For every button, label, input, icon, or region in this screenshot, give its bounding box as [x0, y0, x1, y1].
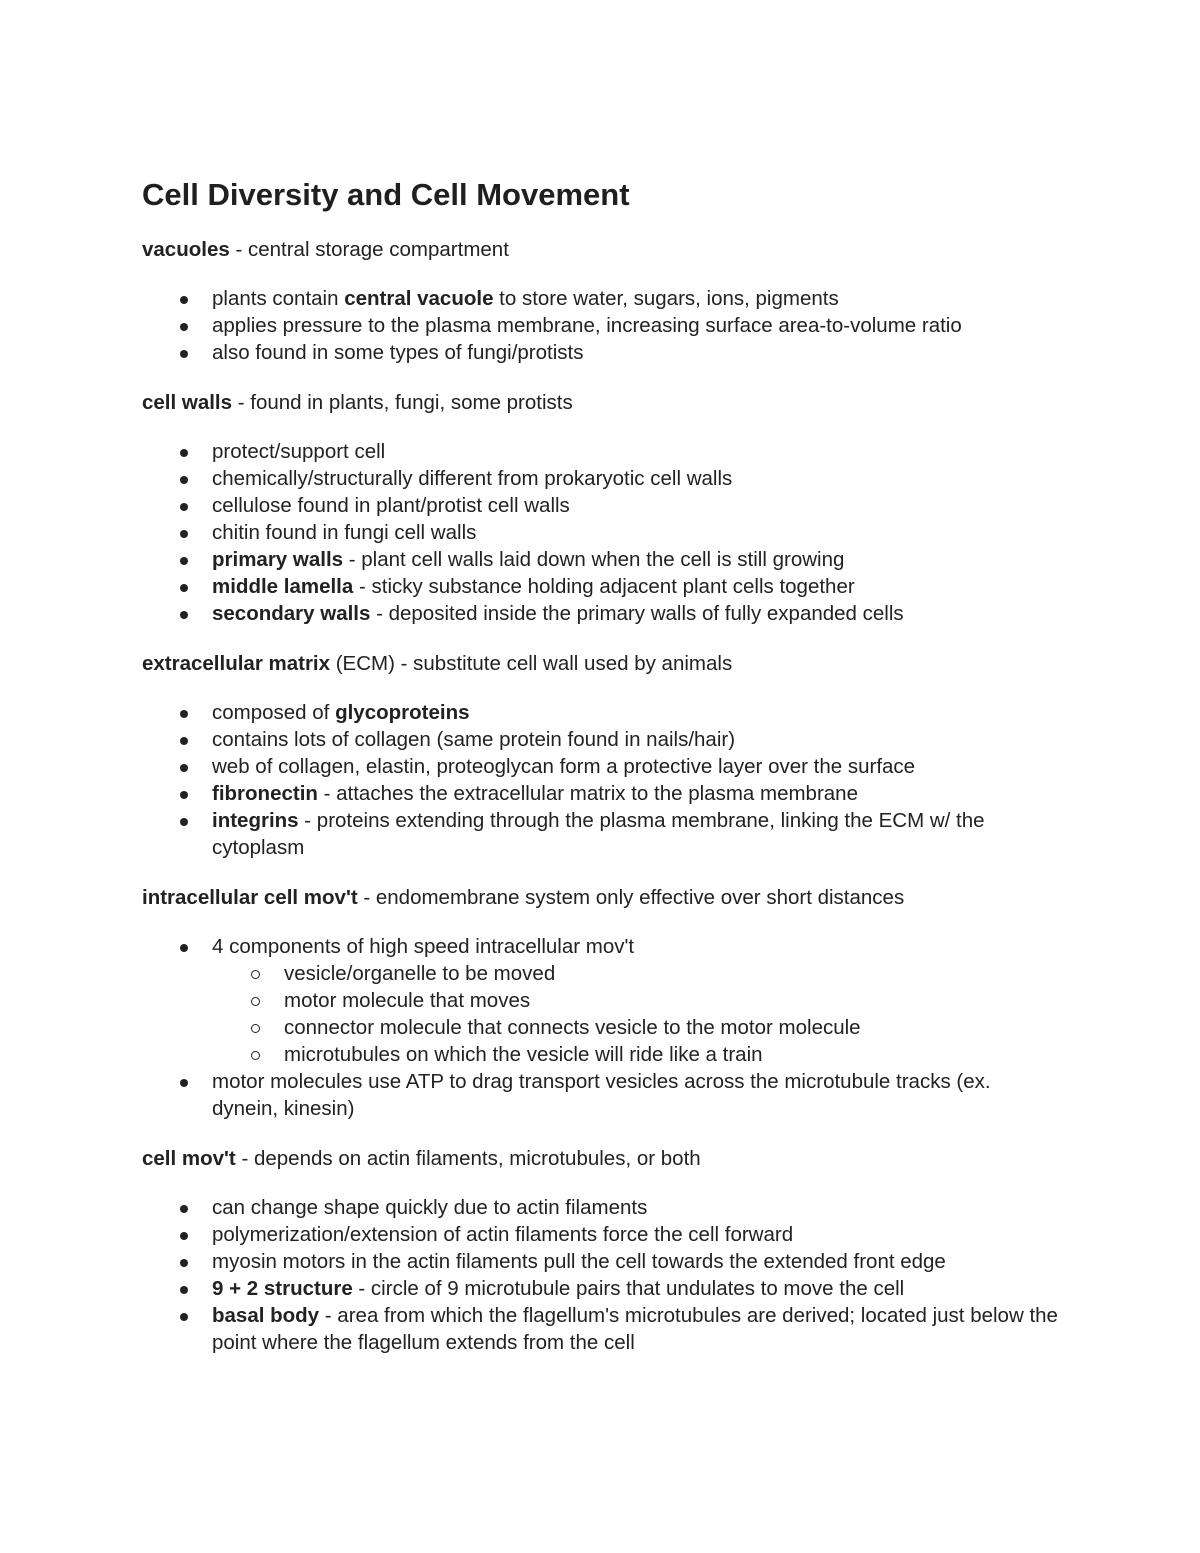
- section: [142, 650, 1062, 861]
- bullet-text: polymerization/extension of actin filaments force the cell forward: [212, 1223, 794, 1246]
- section-description: - depends on actin filaments, microtubules, or both: [235, 1147, 701, 1170]
- bullet-text: plants contain: [212, 287, 345, 310]
- bullet-text: chemically/structurally different from prokaryotic cell walls: [212, 467, 733, 490]
- bullet-text: - proteins extending through the plasma membrane, linking the ECM w/ the cytoplasm: [212, 809, 985, 859]
- bullet-item: [142, 519, 1062, 546]
- bullet-text: protect/support cell: [212, 440, 386, 463]
- bullet-text: web of collagen, elastin, proteoglycan form a protective layer over the surface: [212, 755, 916, 778]
- bullet-item: [142, 807, 1062, 861]
- section: [142, 236, 1062, 366]
- bullet-text: motor molecules use ATP to drag transport vesicles across the microtubule tracks (ex. dynein, kinesin): [212, 1070, 991, 1120]
- section: [142, 1145, 1062, 1356]
- bullet-list: [142, 933, 1062, 1122]
- section-description: (ECM) - substitute cell wall used by animals: [330, 652, 733, 675]
- bullet-list: [142, 285, 1062, 366]
- bullet-text: contains lots of collagen (same protein found in nails/hair): [212, 728, 736, 751]
- bullet-term: glycoproteins: [335, 701, 470, 724]
- section-heading: [142, 1145, 1062, 1172]
- page-title: Cell Diversity and Cell Movement: [142, 177, 630, 212]
- bullet-item: [142, 339, 1062, 366]
- bullet-text: - area from which the flagellum's microtubules are derived; located just below the point where the flagellum extends from the cell: [212, 1304, 1058, 1354]
- bullet-term: fibronectin: [212, 782, 318, 805]
- bullet-term: primary walls: [212, 548, 344, 571]
- bullet-item: [142, 1248, 1062, 1275]
- bullet-item: [142, 1221, 1062, 1248]
- section-description: - found in plants, fungi, some protists: [232, 391, 573, 414]
- section-description: - central storage compartment: [229, 238, 509, 261]
- bullet-text: 4 components of high speed intracellular mov't: [212, 935, 635, 958]
- document-page: [142, 172, 1062, 1379]
- bullet-text: composed of: [212, 701, 336, 724]
- section-term: vacuoles: [142, 238, 230, 261]
- section-heading: [142, 236, 1062, 263]
- bullet-text: myosin motors in the actin filaments pull the cell towards the extended front edge: [212, 1250, 946, 1273]
- bullet-text: can change shape quickly due to actin filaments: [212, 1196, 648, 1219]
- sub-bullet-item: motor molecule that moves: [212, 987, 1062, 1014]
- bullet-item: [142, 933, 1062, 1068]
- section-description: - endomembrane system only effective over short distances: [357, 886, 905, 909]
- sub-bullet-item: microtubules on which the vesicle will ride like a train: [212, 1041, 1062, 1068]
- bullet-item: [142, 780, 1062, 807]
- section-term: cell walls: [142, 391, 233, 414]
- bullet-text: - sticky substance holding adjacent plant cells together: [353, 575, 855, 598]
- bullet-item: [142, 600, 1062, 627]
- bullet-term: basal body: [212, 1304, 320, 1327]
- bullet-item: [142, 546, 1062, 573]
- bullet-term: middle lamella: [212, 575, 354, 598]
- section-heading: [142, 884, 1062, 911]
- sub-bullet-list: [212, 960, 1062, 1068]
- bullet-item: [142, 1302, 1062, 1356]
- bullet-item: [142, 1194, 1062, 1221]
- bullet-term: secondary walls: [212, 602, 371, 625]
- sub-bullet-item: vesicle/organelle to be moved: [212, 960, 1062, 987]
- sub-bullet-item: connector molecule that connects vesicle to the motor molecule: [212, 1014, 1062, 1041]
- bullet-list: [142, 438, 1062, 627]
- section-heading: [142, 650, 1062, 677]
- bullet-item: [142, 1275, 1062, 1302]
- bullet-item: [142, 753, 1062, 780]
- bullet-item: [142, 573, 1062, 600]
- bullet-list: [142, 1194, 1062, 1356]
- section: [142, 884, 1062, 1122]
- bullet-text: also found in some types of fungi/protists: [212, 341, 584, 364]
- section: [142, 389, 1062, 627]
- bullet-item: [142, 438, 1062, 465]
- bullet-list: [142, 699, 1062, 861]
- bullet-term: central vacuole: [344, 287, 494, 310]
- bullet-text: - attaches the extracellular matrix to the plasma membrane: [317, 782, 858, 805]
- section-term: cell mov't: [142, 1147, 236, 1170]
- bullet-text: cellulose found in plant/protist cell walls: [212, 494, 570, 517]
- bullet-item: [142, 699, 1062, 726]
- section-heading: [142, 389, 1062, 416]
- bullet-text: - deposited inside the primary walls of fully expanded cells: [370, 602, 904, 625]
- bullet-term: integrins: [212, 809, 299, 832]
- bullet-text: to store water, sugars, ions, pigments: [493, 287, 839, 310]
- section-term: intracellular cell mov't: [142, 886, 358, 909]
- bullet-item: [142, 312, 1062, 339]
- bullet-text: - circle of 9 microtubule pairs that undulates to move the cell: [352, 1277, 905, 1300]
- sections-container: [142, 236, 1062, 1356]
- section-term: extracellular matrix: [142, 652, 331, 675]
- bullet-item: [142, 285, 1062, 312]
- bullet-item: [142, 492, 1062, 519]
- bullet-text: applies pressure to the plasma membrane, increasing surface area-to-volume ratio: [212, 314, 962, 337]
- bullet-text: - plant cell walls laid down when the cell is still growing: [343, 548, 845, 571]
- bullet-term: 9 + 2 structure: [212, 1277, 353, 1300]
- bullet-item: [142, 465, 1062, 492]
- bullet-item: [142, 1068, 1062, 1122]
- bullet-text: chitin found in fungi cell walls: [212, 521, 477, 544]
- bullet-item: [142, 726, 1062, 753]
